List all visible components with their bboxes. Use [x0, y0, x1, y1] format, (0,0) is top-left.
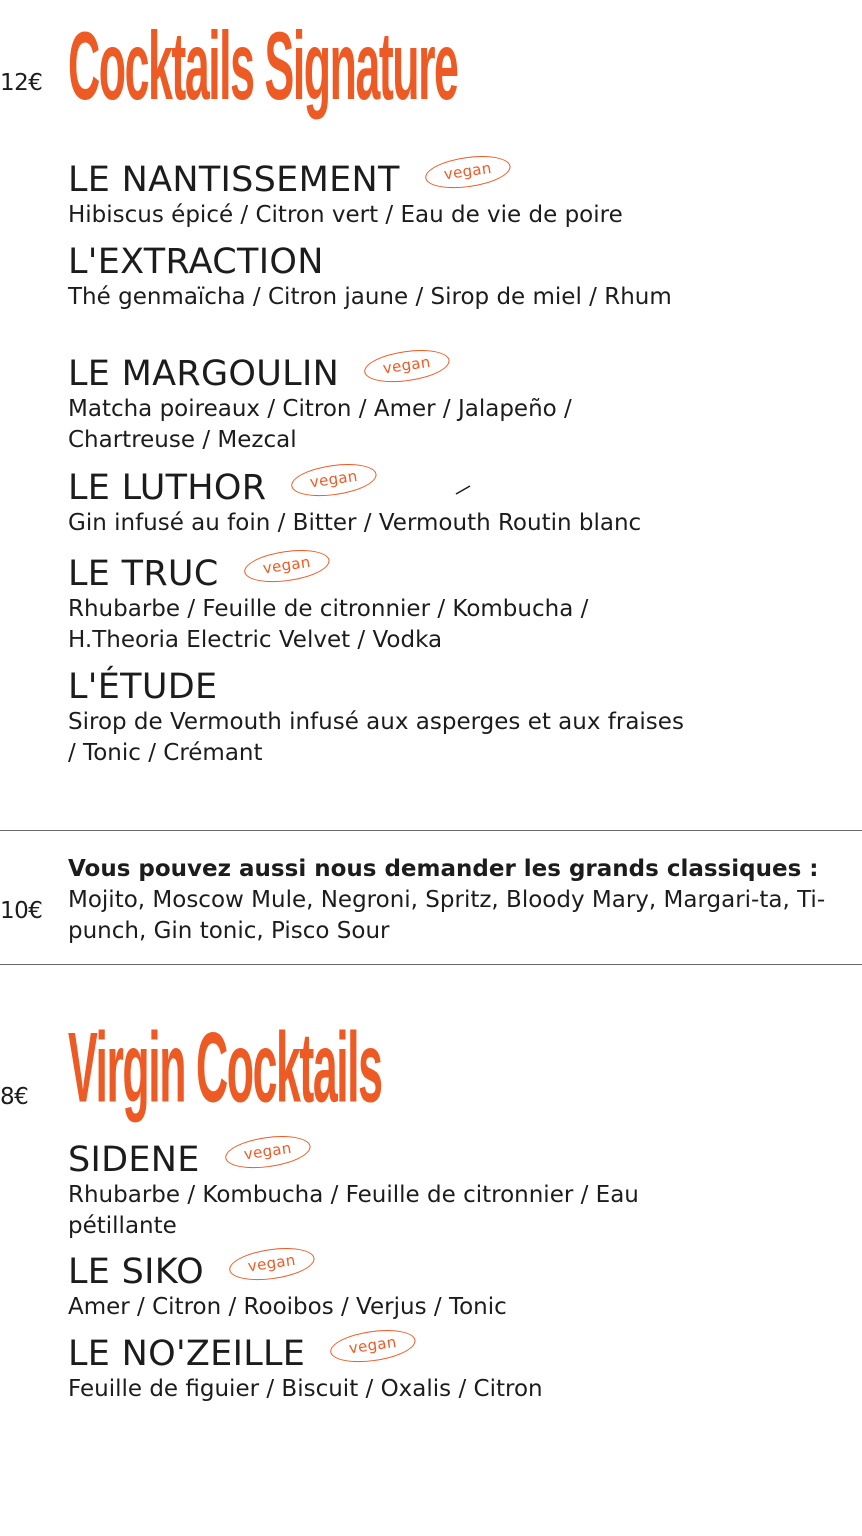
item-description: Gin infusé au foin / Bitter / Vermouth Routin blanc	[68, 510, 642, 536]
item-name: LE NANTISSEMENT	[68, 160, 400, 200]
vegan-badge: vegan	[328, 1325, 417, 1367]
classics-block	[68, 854, 853, 947]
item-description: Hibiscus épicé / Citron vert / Eau de vie de poire	[68, 202, 623, 228]
menu-item	[68, 160, 768, 231]
vegan-badge: vegan	[290, 459, 379, 501]
item-description: Rhubarbe / Kombucha / Feuille de citronnier / Eau pétillante	[68, 1182, 639, 1239]
item-description: Amer / Citron / Rooibos / Verjus / Tonic	[68, 1294, 507, 1320]
vegan-badge: vegan	[242, 545, 331, 587]
signature-title: Cocktails Signature	[68, 13, 458, 121]
virgin-title: Virgin Cocktails	[68, 1013, 382, 1124]
menu-item	[68, 468, 768, 539]
virgin-price: 8€	[0, 1084, 29, 1110]
item-name: SIDENE	[68, 1140, 200, 1180]
item-description: Feuille de figuier / Biscuit / Oxalis / Citron	[68, 1376, 543, 1402]
item-name: LE MARGOULIN	[68, 354, 340, 394]
vegan-badge: vegan	[227, 1243, 316, 1285]
item-name: LE TRUC	[68, 554, 219, 594]
item-name: L'EXTRACTION	[68, 242, 324, 282]
menu-item	[68, 354, 768, 456]
menu-item	[68, 554, 768, 656]
divider	[0, 830, 862, 831]
item-description: Matcha poireaux / Citron / Amer / Jalapeño / Chartreuse / Mezcal	[68, 396, 572, 453]
menu-item	[68, 667, 768, 769]
item-name: L'ÉTUDE	[68, 667, 218, 707]
menu-item	[68, 1140, 768, 1242]
menu-item	[68, 242, 768, 313]
vegan-badge: vegan	[423, 151, 512, 193]
pen-stroke-mark	[454, 482, 474, 496]
divider	[0, 964, 862, 965]
signature-price: 12€	[0, 70, 43, 96]
item-name: LE LUTHOR	[68, 468, 267, 508]
classics-list: Mojito, Moscow Mule, Negroni, Spritz, Bloody Mary, Margari-ta, Ti-punch, Gin tonic, Pisco Sour	[68, 887, 826, 944]
item-description: Rhubarbe / Feuille de citronnier / Kombucha / H.Theoria Electric Velvet / Vodka	[68, 596, 589, 653]
classics-price: 10€	[0, 898, 43, 924]
menu-item	[68, 1252, 768, 1323]
vegan-badge: vegan	[223, 1131, 312, 1173]
item-name: LE NO'ZEILLE	[68, 1334, 306, 1374]
menu-item	[68, 1334, 768, 1405]
item-description: Thé genmaïcha / Citron jaune / Sirop de miel / Rhum	[68, 284, 672, 310]
item-name: LE SIKO	[68, 1252, 204, 1292]
classics-lead: Vous pouvez aussi nous demander les grands classiques :	[68, 856, 819, 882]
item-description: Sirop de Vermouth infusé aux asperges et aux fraises / Tonic / Crémant	[68, 709, 684, 766]
vegan-badge: vegan	[362, 345, 451, 387]
